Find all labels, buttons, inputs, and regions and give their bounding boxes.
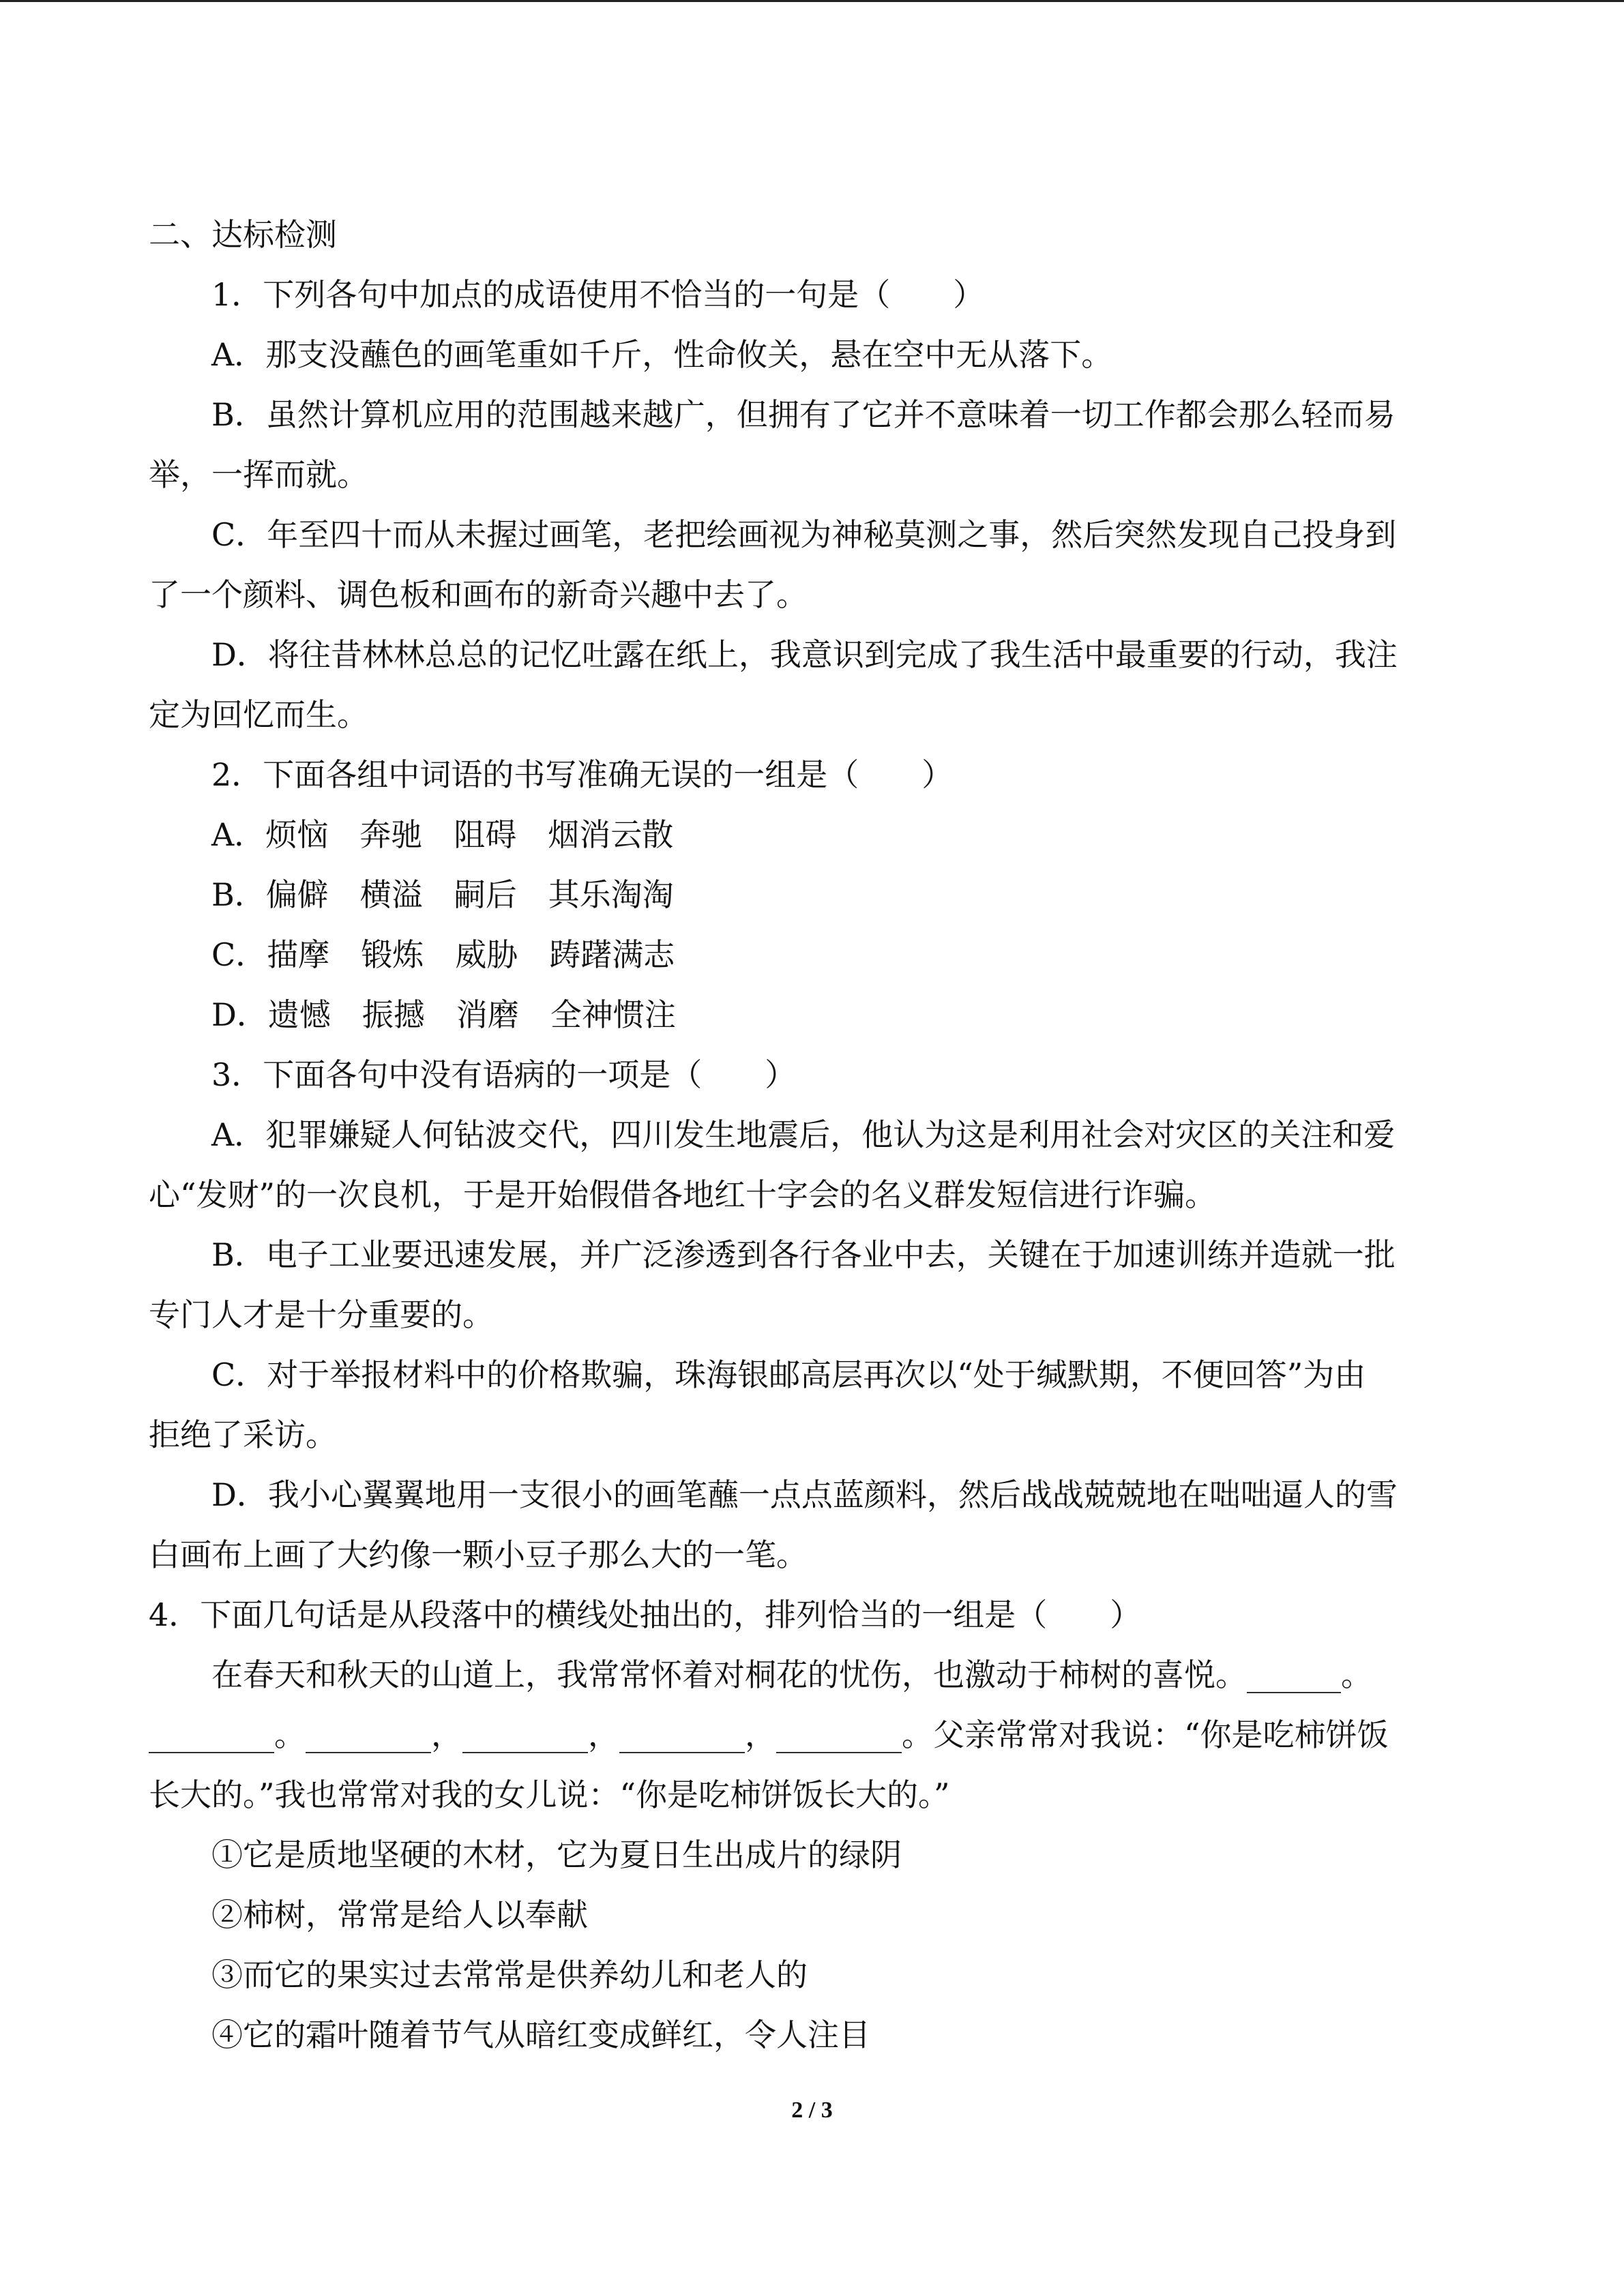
question-1-stem: 1．下列各句中加点的成语使用不恰当的一句是（ ） — [211, 276, 985, 313]
question-2-option-c: C．描摩 锻炼 威胁 踌躇满志 — [211, 936, 675, 973]
question-4-sentence-3: ③而它的果实过去常常是供养幼儿和老人的 — [211, 1956, 808, 1993]
question-4-passage-line-3: 长大的。”我也常常对我的女儿说：“你是吃柿饼饭长大的。” — [149, 1776, 950, 1813]
question-3-option-a-line-1: A．犯罪嫌疑人何钻波交代，四川发生地震后，他认为这是利用社会对灾区的关注和爱 — [211, 1116, 1396, 1153]
question-1-option-b-line-1: B．虽然计算机应用的范围越来越广，但拥有了它并不意味着一切工作都会那么轻而易 — [211, 396, 1396, 433]
question-3-option-d-line-1: D．我小心翼翼地用一支很小的画笔蘸一点点蓝颜料，然后战战兢兢地在咄咄逼人的雪 — [211, 1476, 1398, 1513]
question-2-option-d: D．遗憾 振撼 消磨 全神惯注 — [211, 996, 676, 1033]
question-4-passage-line-1: 在春天和秋天的山道上，我常常怀着对桐花的忧伤，也激动于柿树的喜悦。______。 — [211, 1656, 1372, 1693]
question-4-sentence-1: ①它是质地坚硬的木材，它为夏日生出成片的绿阴 — [211, 1836, 902, 1873]
question-1-option-d-line-1: D．将往昔林林总总的记忆吐露在纸上，我意识到完成了我生活中最重要的行动，我注 — [211, 636, 1398, 673]
question-3-option-b-line-1: B．电子工业要迅速发展，并广泛渗透到各行各业中去，关键在于加速训练并造就一批 — [211, 1236, 1396, 1273]
top-border-rule — [0, 0, 1624, 2]
question-3-option-d-line-2: 白画布上画了大约像一颗小豆子那么大的一笔。 — [149, 1536, 808, 1573]
page-number: 2 / 3 — [791, 2098, 833, 2123]
question-3-stem: 3．下面各句中没有语病的一项是（ ） — [211, 1056, 797, 1093]
question-3-option-c-line-1: C．对于举报材料中的价格欺骗，珠海银邮高层再次以“处于缄默期，不便回答”为由 — [211, 1356, 1366, 1393]
question-4-sentence-4: ④它的霜叶随着节气从暗红变成鲜红，令人注目 — [211, 2016, 870, 2053]
question-2-option-b: B．偏僻 横溢 嗣后 其乐淘淘 — [211, 876, 674, 913]
question-1-option-c-line-1: C．年至四十而从未握过画笔，老把绘画视为神秘莫测之事，然后突然发现自己投身到 — [211, 516, 1397, 553]
question-1-option-d-line-2: 定为回忆而生。 — [149, 696, 368, 733]
question-2-option-a: A．烦恼 奔驰 阻碍 烟消云散 — [211, 816, 674, 853]
question-4-sentence-2: ②柿树，常常是给人以奉献 — [211, 1896, 588, 1933]
question-4-stem: 4．下面几句话是从段落中的横线处抽出的，排列恰当的一组是（ ） — [149, 1596, 1142, 1633]
question-3-option-a-line-2: 心“发财”的一次良机，于是开始假借各地红十字会的名义群发短信进行诈骗。 — [149, 1176, 1217, 1213]
question-1-option-b-line-2: 举，一挥而就。 — [149, 456, 368, 493]
question-3-option-b-line-2: 专门人才是十分重要的。 — [149, 1296, 494, 1333]
question-3-option-c-line-2: 拒绝了采访。 — [149, 1416, 337, 1453]
question-2-stem: 2．下面各组中词语的书写准确无误的一组是（ ） — [211, 756, 954, 793]
question-1-option-c-line-2: 了一个颜料、调色板和画布的新奇兴趣中去了。 — [149, 576, 808, 613]
question-4-passage-line-2: ________。________，________，________，________。父亲常常对我说：“你是吃柿饼饭 — [149, 1716, 1389, 1753]
section-heading: 二、达标检测 — [149, 216, 337, 253]
question-1-option-a: A．那支没蘸色的画笔重如千斤，性命攸关，悬在空中无从落下。 — [211, 336, 1113, 373]
